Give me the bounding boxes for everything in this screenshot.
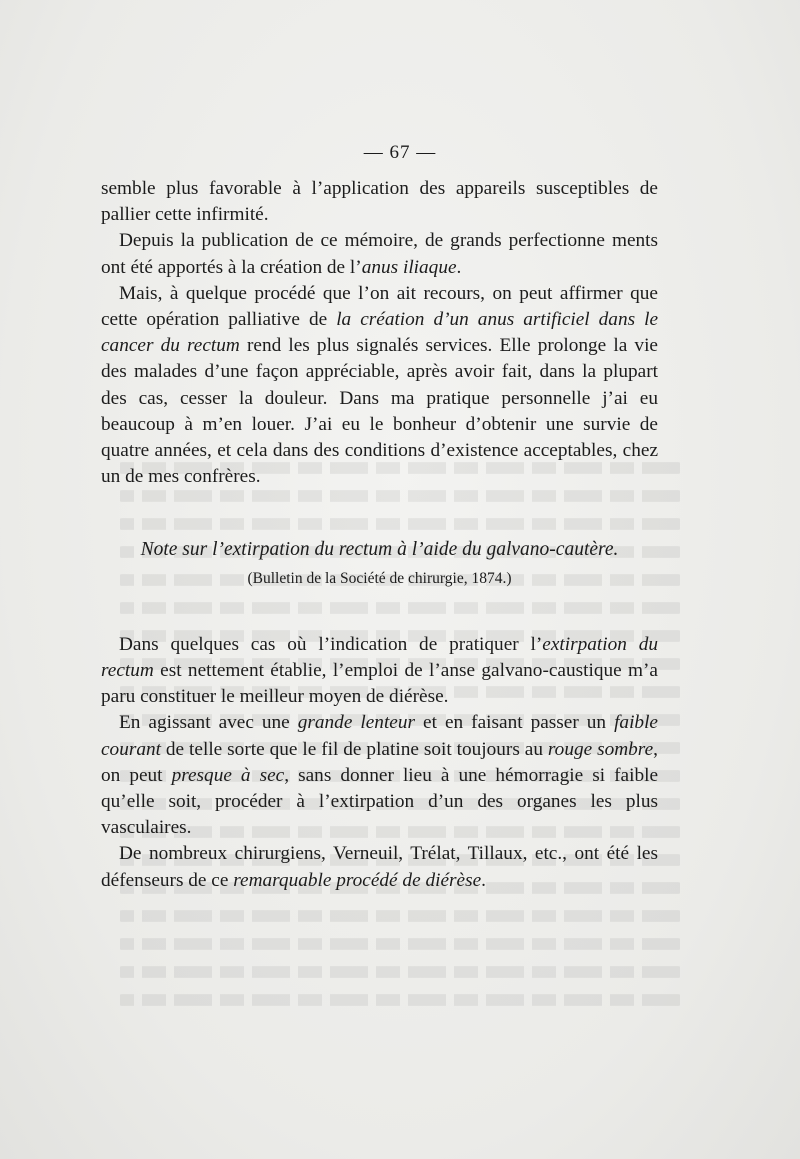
paragraph-text: rend les plus signalés services. Elle prolonge la vie des malades d’une façon appréciable, après avoir fait, dans la plupart des cas, cesser la douleur. Dans ma pratique personnelle j’ai eu beaucoup à m’en louer. J’ai eu le bonheur d’obtenir une survie de quatre années, et cela dans des conditions d’existence acceptables, chez un de mes confrères. (101, 335, 658, 488)
paragraph-text: et en faisant passer un (415, 712, 615, 734)
italic-text: la création d’un anus artificiel dans le cancer du rectum (101, 309, 659, 357)
italic-text: faible courant (101, 712, 658, 760)
section-source: (Bulletin de la Société de chirurgie, 1874.) (247, 569, 512, 587)
italic-text: anus iliaque (361, 256, 457, 278)
paragraphs-before-section (101, 176, 658, 490)
section-title: Note sur l’extirpation du rectum à l’aide du galvano-cautère. (140, 539, 619, 561)
paragraph-text: De nombreux chirurgiens, Verneuil, Trélat, Tillaux, etc., ont été les défenseurs de ce (101, 843, 658, 891)
paragraph-text: est nettement établie, l’emploi de l’anse galvano-caustique m’a paru constituer le meilleur moyen de diérèse. (101, 660, 658, 708)
body-text (101, 176, 658, 894)
paragraph-text: , sans donner lieu à une hémorragie si faible qu’elle soit, procéder à l’extirpation d’un des organes les plus vasculaires. (101, 764, 659, 839)
italic-text: rouge sombre (547, 738, 654, 760)
italic-text: presque à sec (171, 764, 285, 786)
paragraph (101, 710, 658, 841)
paragraph-text: de telle sorte que le fil de platine soit toujours au (160, 738, 548, 760)
paragraph-text: Mais, à quelque procédé que l’on ait recours, on peut affirmer que cette opération palliative de (101, 282, 658, 331)
page-number: — 67 — (363, 142, 437, 163)
italic-text: grande lenteur (297, 712, 416, 734)
paragraph (101, 281, 658, 491)
paragraph (101, 841, 658, 893)
paragraphs-after-section (101, 632, 658, 894)
paragraph (101, 632, 658, 711)
paragraph (101, 176, 658, 228)
italic-text: remarquable procédé de diérèse (233, 869, 482, 891)
paragraph-text: Dans quelques cas où l’indication de pratiquer l’ (119, 633, 543, 655)
paragraph-text: semble plus favorable à l’application des appareils susceptibles de pallier cette infirmité. (101, 178, 658, 226)
paragraph (101, 228, 658, 280)
paragraph-text: . (456, 256, 462, 278)
italic-text: extirpation du rectum (101, 633, 658, 682)
paragraph-text: . (481, 869, 486, 891)
paragraph-text: , on peut (101, 738, 658, 786)
paragraph-text: En agissant avec une (119, 712, 298, 734)
paragraph-text: Depuis la publication de ce mémoire, de grands perfectionne ments ont été apportés à la création de l’ (101, 230, 658, 278)
